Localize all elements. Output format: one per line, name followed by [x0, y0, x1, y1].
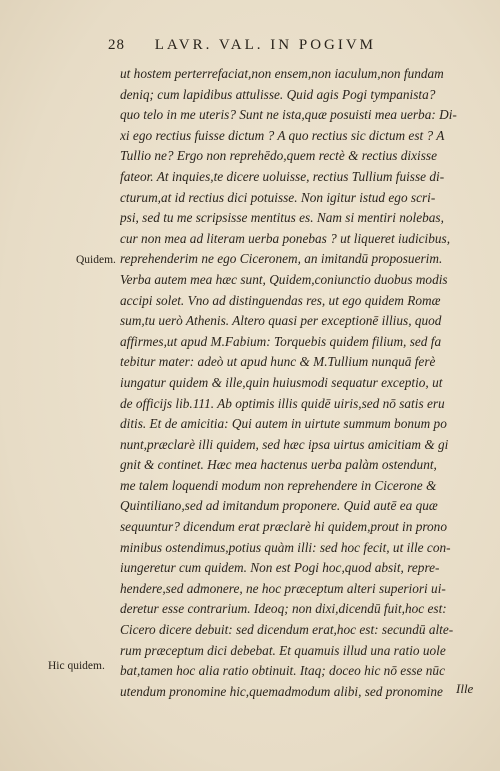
- text-line: hendere,sed admonere, ne hoc præceptum alteri superiori ui-: [120, 580, 446, 596]
- text-line: iungatur quidem & ille,quin huiusmodi sequatur exceptio, ut: [120, 374, 443, 390]
- margin-note-quidem: Quidem.: [76, 254, 116, 266]
- text-line: iungeretur cum quidem. Non est Pogi hoc,quod absit, repre-: [120, 560, 440, 576]
- text-line: nunt,præclarè illi quidem, sed hæc ipsa uirtus amicitiam & gi: [120, 436, 449, 452]
- page-number: 28: [108, 37, 125, 53]
- body-text: [120, 64, 488, 702]
- text-line: cur non mea ad literam uerba ponebas ? ut liqueret iudicibus,: [120, 230, 451, 246]
- running-header: [108, 37, 488, 54]
- text-line: sequuntur? dicendum erat præclarè hi quidem,prout in prono: [120, 519, 447, 535]
- text-line: minibus ostendimus,potius quàm illi: sed hoc fecit, ut ille con-: [120, 539, 451, 555]
- text-line: fateor. At inquies,te dicere uoluisse, rectius Tullium fuisse di-: [120, 168, 445, 184]
- catchword: Ille: [456, 681, 474, 696]
- text-line: reprehenderim ne ego Ciceronem, an imitandū proposuerim.: [120, 251, 443, 267]
- text-line: bat,tamen hoc alia ratio obtinuit. Itaq; doceo hic nō esse nūc: [120, 663, 445, 679]
- text-line: ditis. Et de amicitia: Qui autem in uirtute summum bonum po: [120, 416, 447, 432]
- text-line: Verba autem mea hæc sunt, Quidem,coniunctio duobus modis: [120, 271, 448, 287]
- text-line: rum præceptum dici debebat. Et quamuis illud una ratio uole: [120, 642, 446, 658]
- text-line: deretur esse contrarium. Ideoq; non dixi,dicendū fuit,hoc est:: [120, 601, 447, 617]
- text-line: sum,tu uerò Athenis. Altero quasi per exceptionē illius, quod: [120, 313, 442, 329]
- text-line: ut hostem perterrefaciat,non ensem,non iaculum,non fundam: [120, 66, 444, 81]
- text-line: Quintiliano,sed ad imitandum proponere. Quid autē ea quæ: [120, 498, 438, 514]
- text-line: quo telo in me uteris? Sunt ne ista,quæ posuisti mea uerba: Di-: [120, 107, 457, 123]
- text-line: accipi solet. Vno ad distinguendas res, ut ego quidem Romæ: [120, 292, 441, 308]
- text-line: psi, sed tu me scripsisse mentitus es. Nam si mentiri nolebas,: [120, 210, 444, 226]
- text-line: cturum,at id rectius dici potuisse. Non igitur istud ego scri-: [120, 189, 436, 205]
- text-line: de officijs lib.111. Ab optimis illis quidē uiris,sed nō satis eru: [120, 395, 445, 411]
- text-line: xi ego rectius fuisse dictum ? A quo rectius sic dictum est ? A: [120, 127, 445, 143]
- text-line: Cicero dicere debuit: sed dicendum erat,hoc est: secundū alte-: [120, 622, 454, 638]
- text-line: Tullio ne? Ergo non reprehēdo,quem rectè & rectius dixisse: [120, 148, 437, 164]
- text-line: deniq; cum lapidibus attulisse. Quid agis Pogi tympanista?: [120, 86, 436, 102]
- text-line: gnit & continet. Hæc mea hactenus uerba palàm ostendunt,: [120, 457, 437, 473]
- text-line: tebitur mater: adeò ut apud hunc & M.Tullium nunquā ferè: [120, 354, 436, 370]
- text-line: utendum pronomine hic,quemadmodum alibi, sed pronomine: [120, 683, 443, 699]
- margin-note-hic-quidem: Hic quidem.: [48, 660, 105, 672]
- text-line: affirmes,ut apud M.Fabium: Torquebis quidem filium, sed fa: [120, 333, 442, 349]
- running-title: LAVR. VAL. IN POGIVM: [154, 37, 377, 53]
- text-line: me talem loquendi modum non reprehendere in Cicerone &: [120, 477, 437, 493]
